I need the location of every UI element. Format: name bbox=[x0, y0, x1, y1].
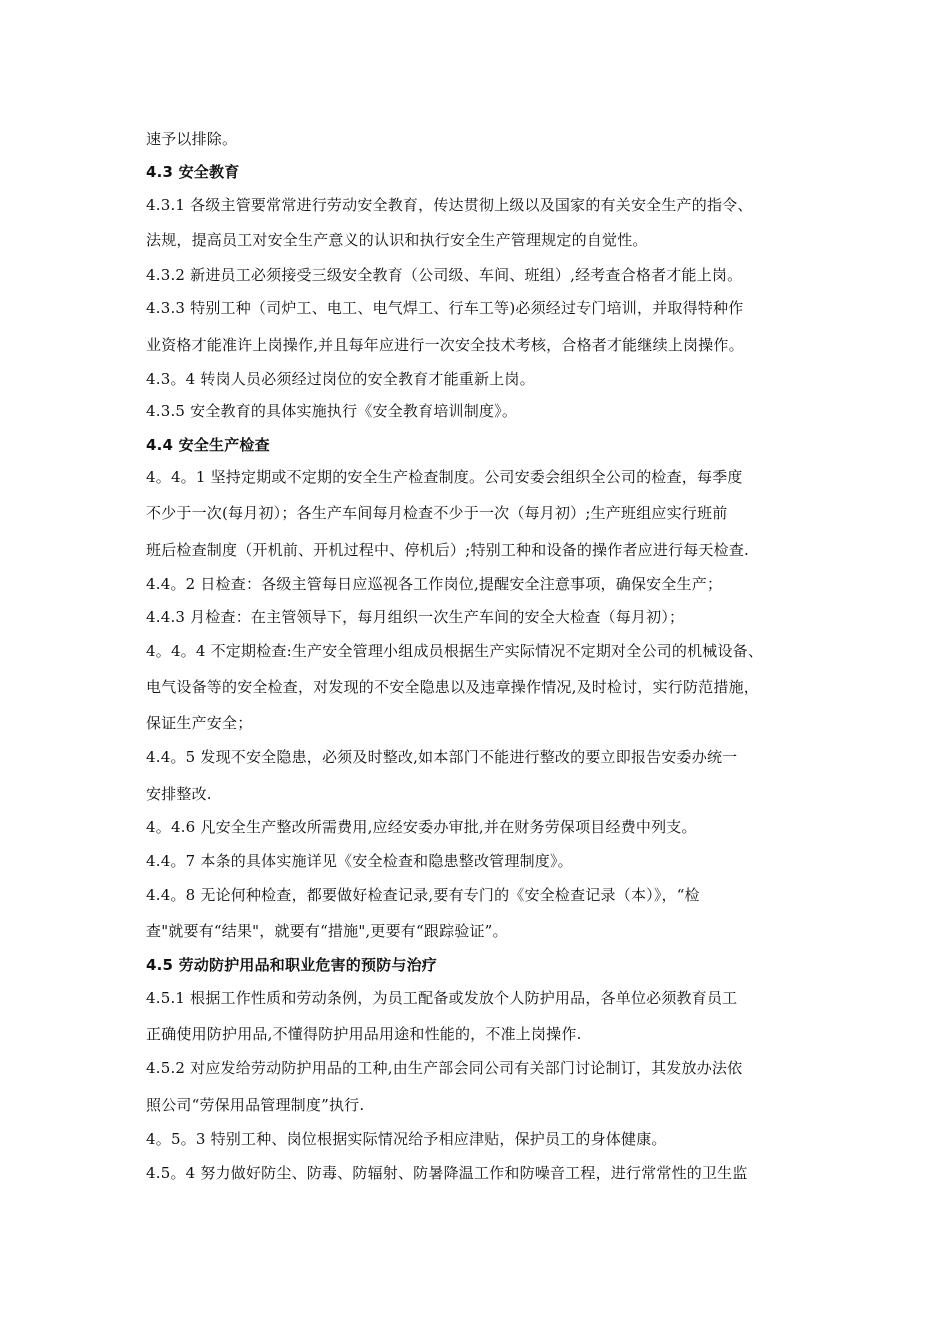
text-line: 4。4。1 坚持定期或不定期的安全生产检查制度。公司安委会组织全公司的检查，每季度 bbox=[146, 468, 743, 486]
text-line: 不少于一次(每月初）；各生产车间每月检查不少于一次（每月初）;生产班组应实行班前 bbox=[146, 504, 728, 522]
text-line: 法规，提高员工对安全生产意义的认识和执行安全生产管理规定的自觉性。 bbox=[146, 231, 648, 249]
section-heading-4-4: 4.4 安全生产检查 bbox=[146, 436, 270, 454]
text-line: 4.5.1 根据工作性质和劳动条例，为员工配备或发放个人防护用品，各单位必须教育员工 bbox=[146, 989, 738, 1007]
text-line: 电气设备等的安全检查，对发现的不安全隐患以及违章操作情况,及时检讨，实行防范措施， bbox=[146, 678, 759, 696]
text-line: 4.5.2 对应发给劳动防护用品的工种,由生产部会同公司有关部门讨论制订，其发放办法依 bbox=[146, 1059, 743, 1077]
text-line: 4。4。4 不定期检查:生产安全管理小组成员根据生产实际情况不定期对全公司的机械设备、 bbox=[146, 642, 764, 660]
text-line: 业资格才能准许上岗操作,并且每年应进行一次安全技术考核，合格者才能继续上岗操作。 bbox=[146, 336, 744, 354]
text-line: 4.4。5 发现不安全隐患，必须及时整改,如本部门不能进行整改的要立即报告安委办统一 bbox=[146, 748, 738, 766]
text-line: 4.5。4 努力做好防尘、防毒、防辐射、防暑降温工作和防噪音工程，进行常常性的卫生监 bbox=[146, 1164, 748, 1182]
text-line: 正确使用防护用品,不懂得防护用品用途和性能的，不准上岗操作. bbox=[146, 1025, 582, 1043]
section-heading-4-3: 4.3 安全教育 bbox=[146, 163, 240, 181]
text-line: 4.3。4 转岗人员必须经过岗位的安全教育才能重新上岗。 bbox=[146, 370, 535, 388]
text-line: 4.4。8 无论何种检查，都要做好检查记录,要有专门的《安全检查记录（本）》，“检 bbox=[146, 886, 700, 904]
text-line: 安排整改. bbox=[146, 785, 212, 803]
text-line: 4.3.1 各级主管要常常进行劳动安全教育，传达贯彻上级以及国家的有关安全生产的指令、 bbox=[146, 196, 753, 214]
section-heading-4-5: 4.5 劳动防护用品和职业危害的预防与治疗 bbox=[146, 956, 437, 974]
text-line: 4.4。2 日检查：各级主管每日应巡视各工作岗位,提醒安全注意事项，确保安全生产； bbox=[146, 575, 723, 593]
text-line: 4.3.3 特别工种（司炉工、电工、电气焊工、行车工等)必须经过专门培训，并取得特种作 bbox=[146, 299, 744, 317]
text-line: 查"就要有“结果"，就要有“措施",更要有“跟踪验证”。 bbox=[146, 922, 508, 940]
text-line: 4。4.6 凡安全生产整改所需费用,应经安委办审批,并在财务劳保项目经费中列支。 bbox=[146, 818, 697, 836]
text-line: 照公司“劳保用品管理制度”执行. bbox=[146, 1096, 365, 1114]
text-line: 4.4。7 本条的具体实施详见《安全检查和隐患整改管理制度》。 bbox=[146, 852, 573, 870]
text-line: 4。5。3 特别工种、岗位根据实际情况给予相应津贴，保护员工的身体健康。 bbox=[146, 1130, 667, 1148]
text-line: 4.3.2 新进员工必须接受三级安全教育（公司级、车间、班组）,经考查合格者才能上岗。 bbox=[146, 266, 743, 284]
text-line: 4.4.3 月检查：在主管领导下，每月组织一次生产车间的安全大检查（每月初）； bbox=[146, 608, 685, 626]
text-line: 4.3.5 安全教育的具体实施执行《安全教育培训制度》。 bbox=[146, 402, 518, 420]
text-line: 保证生产安全； bbox=[146, 714, 253, 732]
text-line: 速予以排除。 bbox=[146, 130, 238, 148]
text-line: 班后检查制度（开机前、开机过程中、停机后）;特别工种和设备的操作者应进行每天检查. bbox=[146, 541, 750, 559]
